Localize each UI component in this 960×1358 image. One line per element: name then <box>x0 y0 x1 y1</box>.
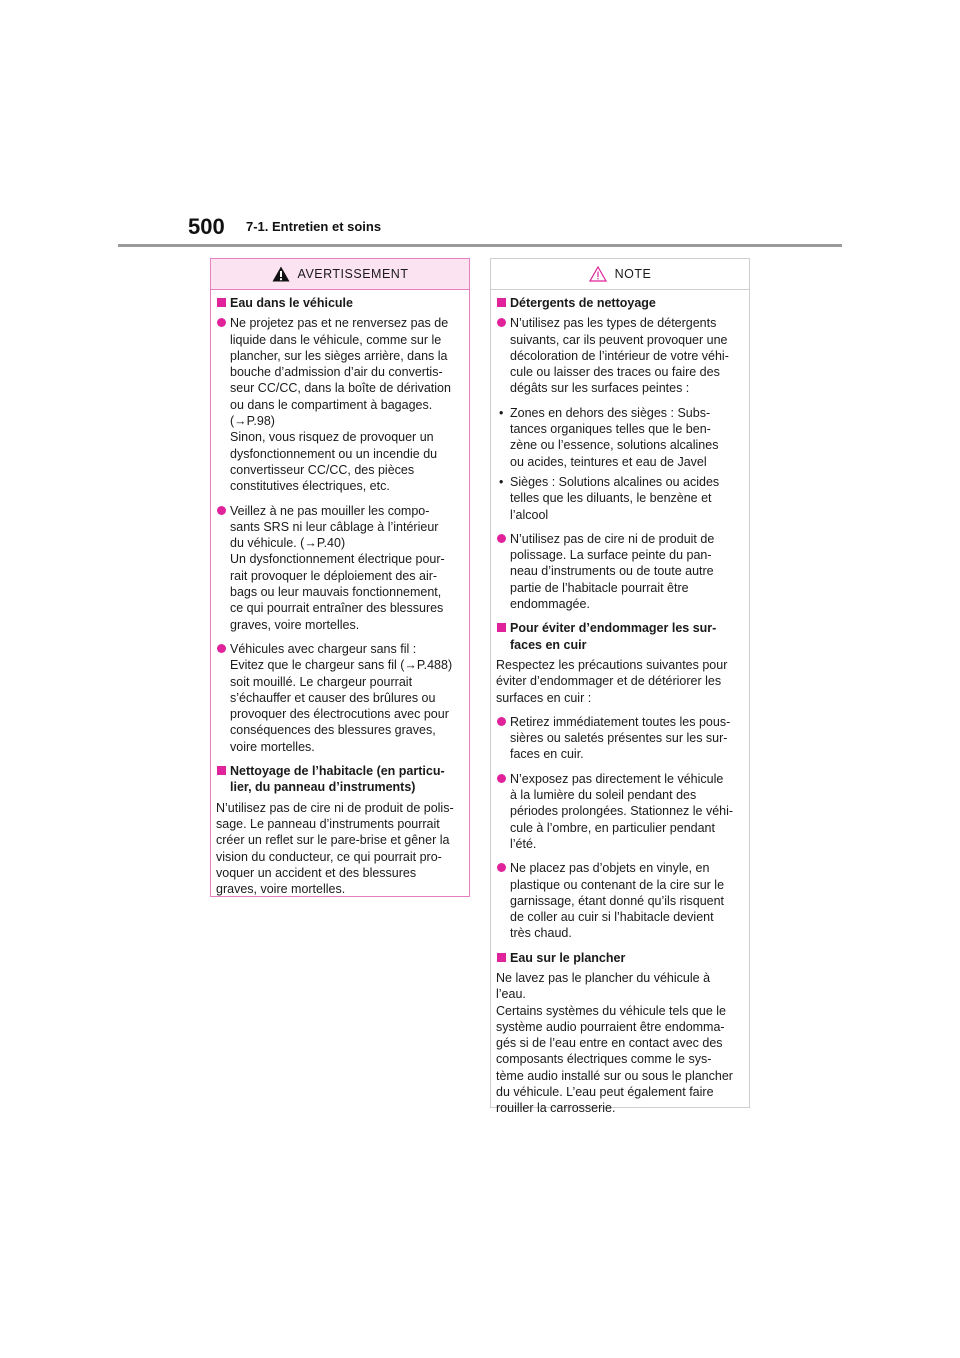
text-line: telles que les diluants, le benzène et <box>510 491 712 506</box>
text-line: bouche d’admission d’air du convertis- <box>230 365 443 380</box>
text-line: rait provoquer le déploiement des air- <box>230 568 438 583</box>
text-line: Evitez que le chargeur sans fil (→P.488) <box>230 658 453 673</box>
text-line: Un dysfonctionnement électrique pour- <box>230 552 445 567</box>
text-line: Nettoyage de l’habitacle (en particu- <box>230 764 445 779</box>
paragraph <box>496 970 741 1117</box>
text-line: gés si de l’eau entre en contact avec des <box>496 1036 723 1051</box>
text-line: bags ou leur mauvais fonctionnement, <box>230 585 442 600</box>
text-line: sants SRS ni leur câblage à l’intérieur <box>230 519 439 534</box>
text-line: Ne lavez pas le plancher du véhicule à <box>496 970 711 985</box>
text-line: rouiller la carrosserie. <box>496 1101 616 1116</box>
text-line: graves, voire mortelles. <box>230 617 360 632</box>
text-line: tème audio installé sur ou sous le plancher <box>496 1068 733 1083</box>
subsection-heading <box>216 763 461 796</box>
text-line: N’utilisez pas les types de détergents <box>510 316 717 331</box>
text-line: endommagée. <box>510 597 590 612</box>
note-box <box>490 258 750 1116</box>
note-box-header <box>491 259 749 290</box>
paragraph <box>496 657 741 706</box>
page-number: 500 <box>188 214 225 239</box>
text-line: liquide dans le véhicule, comme sur le <box>230 332 442 347</box>
text-line: surfaces en cuir : <box>496 690 592 705</box>
text-line: voire mortelles. <box>230 739 315 754</box>
text-line: l’eau. <box>496 987 526 1002</box>
text-line: l’alcool <box>510 507 549 522</box>
text-line: faces en cuir. <box>510 747 584 762</box>
text-line: voquer un accident et des blessures <box>216 865 417 880</box>
warning-box <box>210 258 470 897</box>
bullet-item <box>496 315 741 396</box>
text-line: Respectez les précautions suivantes pour <box>496 657 728 672</box>
text-line: ou dans le compartiment à bagages. <box>230 397 433 412</box>
text-line: Eau dans le véhicule <box>230 296 353 310</box>
text-line: dysfonctionnement ou un incendie du <box>230 446 438 461</box>
bullet-item <box>496 860 741 941</box>
warning-box-header <box>211 259 469 290</box>
text-line: conséquences des blessures graves, <box>230 723 436 738</box>
text-line: composants électriques comme le sys- <box>496 1052 712 1067</box>
bullet-item <box>216 315 461 494</box>
text-line: • Sièges : Solutions alcalines ou acides <box>510 474 720 489</box>
text-line: N’utilisez pas de cire ni de produit de <box>510 531 715 546</box>
subsection-heading <box>496 295 741 311</box>
text-line: convertisseur CC/CC, des pièces <box>230 462 415 477</box>
text-line: créer un reflet sur le pare-brise et gêner la <box>216 833 450 848</box>
text-line: Détergents de nettoyage <box>510 296 656 310</box>
text-line: dégâts sur les surfaces peintes : <box>510 381 690 396</box>
text-line: suivants, car ils peuvent provoquer une <box>510 332 728 347</box>
bullet-item <box>496 714 741 763</box>
text-line: zène ou l’essence, solutions alcalines <box>510 438 719 453</box>
text-line: du véhicule. (→P.40) <box>230 536 346 551</box>
text-line: constitutives électriques, etc. <box>230 479 390 494</box>
text-line: ou acides, teintures et eau de Javel <box>510 454 707 469</box>
text-line: (→P.98) <box>230 414 275 429</box>
text-line: Retirez immédiatement toutes les pous- <box>510 714 731 729</box>
warning-box-body <box>211 290 469 897</box>
bullet-item <box>216 641 461 755</box>
bullet-item <box>216 503 461 633</box>
subsection-heading <box>496 620 741 653</box>
text-line: seur CC/CC, dans la boîte de dérivation <box>230 381 451 396</box>
text-line: tances organiques telles que le ben- <box>510 422 711 437</box>
text-line: N’utilisez pas de cire ni de produit de polis- <box>216 800 454 815</box>
text-line: Certains systèmes du véhicule tels que le <box>496 1003 726 1018</box>
note-box-body <box>491 290 749 1117</box>
text-line: décoloration de l’intérieur de votre véhi- <box>510 348 729 363</box>
subsection-heading <box>496 950 741 966</box>
text-line: s’échauffer et causer des brûlures ou <box>230 690 436 705</box>
text-line: Véhicules avec chargeur sans fil : <box>230 641 417 656</box>
bullet-item <box>496 771 741 852</box>
text-line: très chaud. <box>510 926 572 941</box>
text-line: Ne placez pas d’objets en vinyle, en <box>510 861 710 876</box>
text-line: système audio pourraient être endomma- <box>496 1019 725 1034</box>
bullet-item <box>496 531 741 612</box>
text-line: garnissage, étant donné qu’ils risquent <box>510 893 725 908</box>
text-line: périodes prolongées. Stationnez le véhi- <box>510 804 734 819</box>
section-title: 7-1. Entretien et soins <box>246 219 382 234</box>
text-line: cule ou laisser des traces ou faire des <box>510 365 720 380</box>
dash-list-item <box>496 474 741 523</box>
text-line: Eau sur le plancher <box>510 950 626 965</box>
text-line: N’exposez pas directement le véhicule <box>510 771 724 786</box>
text-line: plancher, sur les sièges arrière, dans la <box>230 348 448 363</box>
text-line: vision du conducteur, ce qui pourrait pro- <box>216 849 442 864</box>
text-line: sage. Le panneau d’instruments pourrait <box>216 816 440 831</box>
caution-triangle-outline-icon <box>589 266 607 282</box>
note-box-title: NOTE <box>614 267 652 281</box>
text-line: sières ou saletés présentes sur les sur- <box>510 731 728 746</box>
text-line: graves, voire mortelles. <box>216 882 346 897</box>
subsection-heading <box>216 295 461 311</box>
text-line: faces en cuir <box>510 637 587 652</box>
text-line: de coller au cuir si l’habitacle devient <box>510 910 714 925</box>
text-line: Ne projetez pas et ne renversez pas de <box>230 316 449 331</box>
text-line: ce qui pourrait entraîner des blessures <box>230 601 444 616</box>
text-line: Pour éviter d’endommager les sur- <box>510 621 717 636</box>
text-line: plastique ou contenant de la cire sur le <box>510 877 725 892</box>
header-rule <box>118 244 842 247</box>
dash-list-item <box>496 405 741 470</box>
warning-triangle-icon <box>272 266 290 282</box>
warning-box-title: AVERTISSEMENT <box>297 267 409 281</box>
text-line: polissage. La surface peinte du pan- <box>510 548 712 563</box>
text-line: à la lumière du soleil pendant des <box>510 788 697 803</box>
text-line: soit mouillé. Le chargeur pourrait <box>230 674 413 689</box>
text-line: partie de l’habitacle pourrait être <box>510 580 689 595</box>
text-line: • Zones en dehors des sièges : Subs- <box>510 405 711 420</box>
text-line: lier, du panneau d’instruments) <box>230 780 416 795</box>
text-line: Veillez à ne pas mouiller les compo- <box>230 503 430 518</box>
text-line: du véhicule. L’eau peut également faire <box>496 1085 714 1100</box>
text-line: neau d’instruments ou de toute autre <box>510 564 714 579</box>
text-line: éviter d’endommager et de détériorer les <box>496 674 722 689</box>
text-line: cule à l’ombre, en particulier pendant <box>510 820 715 835</box>
paragraph <box>216 800 461 898</box>
text-line: l’été. <box>510 836 537 851</box>
text-line: Sinon, vous risquez de provoquer un <box>230 430 434 445</box>
text-line: provoquer des électrocutions avec pour <box>230 707 449 722</box>
